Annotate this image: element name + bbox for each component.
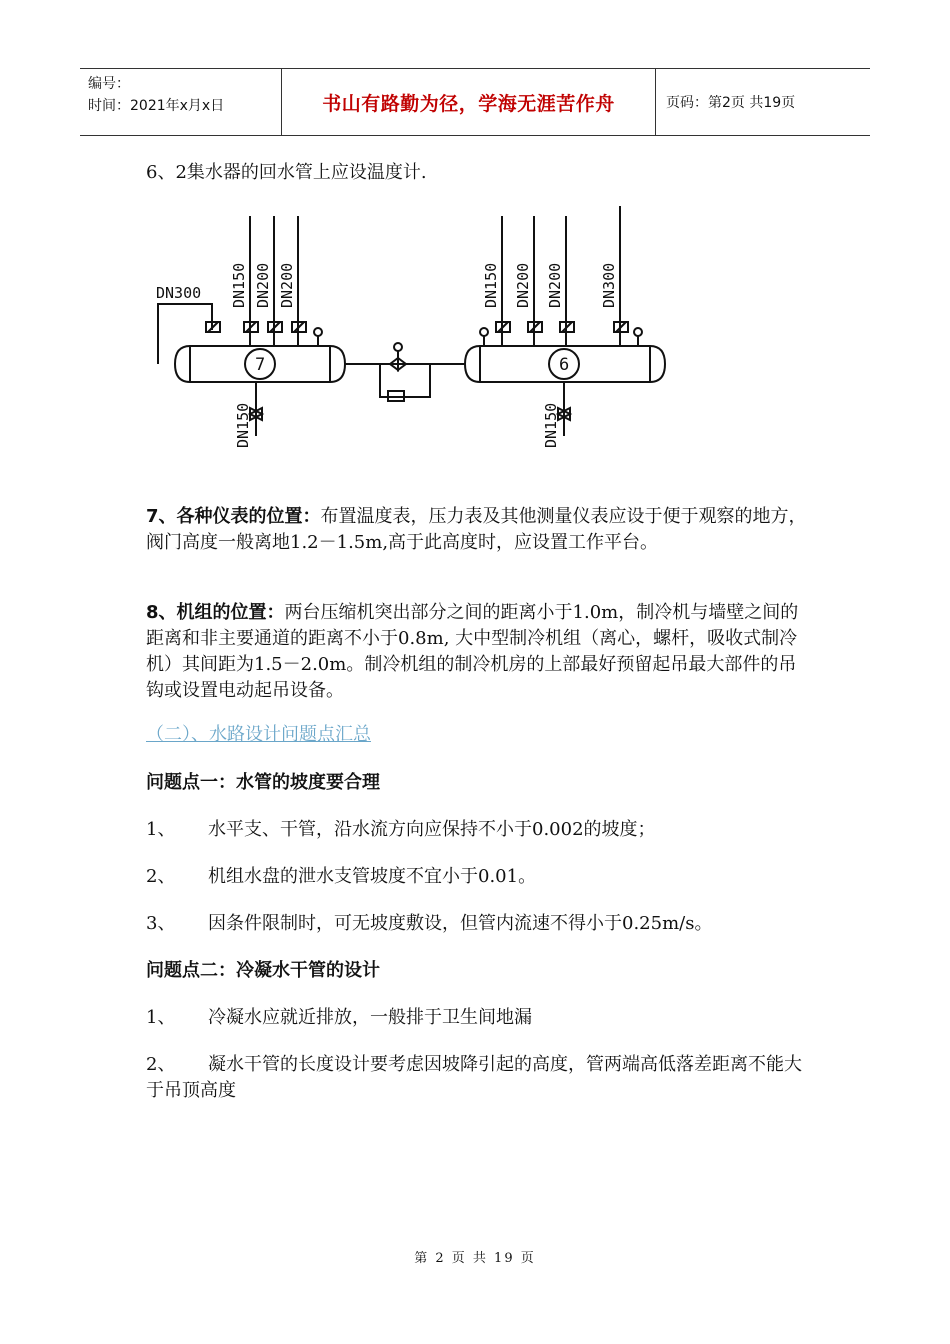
header-meta [80, 69, 282, 135]
q2-item-2-num: 2、 [146, 1054, 176, 1075]
left-vessel-number: 7 [255, 355, 266, 375]
q1-item-3-num: 3、 [146, 913, 176, 934]
item-7 [146, 504, 810, 556]
label-dn150-right-bottom: DN150 [542, 402, 560, 448]
header-page-info: 页码：第2页 共19页 [666, 95, 796, 111]
number-label: 编号： [88, 76, 130, 92]
label-dn200-left-b: DN200 [278, 262, 296, 308]
q1-item-1 [146, 817, 810, 843]
q1-item-3-text: 因条件限制时，可无坡度敷设，但管内流速不得小于0.25m/s。 [208, 913, 713, 934]
right-vessel-number: 6 [559, 355, 570, 375]
q1-item-2-num: 2、 [146, 866, 176, 887]
q2-item-1-text: 冷凝水应就近排放，一般排于卫生间地漏 [208, 1007, 532, 1028]
header-motto: 书山有路勤为径，学海无涯苦作舟 [282, 69, 656, 135]
time-label: 时间：2021年x月x日 [88, 98, 225, 114]
section-2-link[interactable]: （二）、水路设计问题点汇总 [146, 724, 371, 745]
q1-item-1-num: 1、 [146, 819, 176, 840]
q1-title: 问题点一：水管的坡度要合理 [146, 772, 380, 793]
q1-item-3 [146, 911, 810, 937]
page-footer: 第 2 页 共 19 页 [414, 1251, 536, 1266]
label-dn150-left-bottom: DN150 [234, 402, 252, 448]
item-8 [146, 600, 810, 704]
collector-diagram-svg [140, 196, 680, 456]
item-8-body: 两台压缩机突出部分之间的距离小于1.0m，制冷机与墙壁之间的距离和非主要通道的距离不小于0.8m, 大中型制冷机组（离心，螺杆，吸收式制冷机）其间距为1.5－2.0m。制冷机组的制冷机房的上部最好预留起吊最大部件的吊钩或设置电动起吊设备。 [146, 602, 799, 701]
q2-item-1 [146, 1005, 810, 1031]
q2-item-2-text: 凝水干管的长度设计要考虑因坡降引起的高度，管两端高低落差距离不能大于吊顶高度 [146, 1054, 802, 1101]
q2-item-2 [146, 1052, 810, 1104]
q2-title: 问题点二：冷凝水干管的设计 [146, 960, 380, 981]
item-8-title: 8、机组的位置： [146, 602, 285, 623]
label-dn200-left-a: DN200 [254, 262, 272, 308]
collector-diagram [140, 196, 680, 456]
page-header [80, 68, 870, 136]
q2-item-1-num: 1、 [146, 1007, 176, 1028]
q1-item-1-text: 水平支、干管，沿水流方向应保持不小于0.002的坡度； [208, 819, 656, 840]
label-dn150-right: DN150 [482, 262, 500, 308]
label-dn200-right-a: DN200 [514, 262, 532, 308]
label-dn150-left: DN150 [230, 262, 248, 308]
label-dn300-left: DN300 [156, 284, 202, 302]
label-dn200-right-b: DN200 [546, 262, 564, 308]
q1-item-2 [146, 864, 810, 890]
item-7-title: 7、各种仪表的位置： [146, 506, 321, 527]
q1-item-2-text: 机组水盘的泄水支管坡度不宜小于0.01。 [208, 866, 537, 887]
label-dn300-right: DN300 [600, 262, 618, 308]
item-7-body: 布置温度表，压力表及其他测量仪表应设于便于观察的地方，阀门高度一般离地1.2－1.5m,高于此高度时，应设置工作平台。 [146, 506, 807, 553]
item-6: 6、2集水器的回水管上应设温度计. [146, 162, 427, 183]
